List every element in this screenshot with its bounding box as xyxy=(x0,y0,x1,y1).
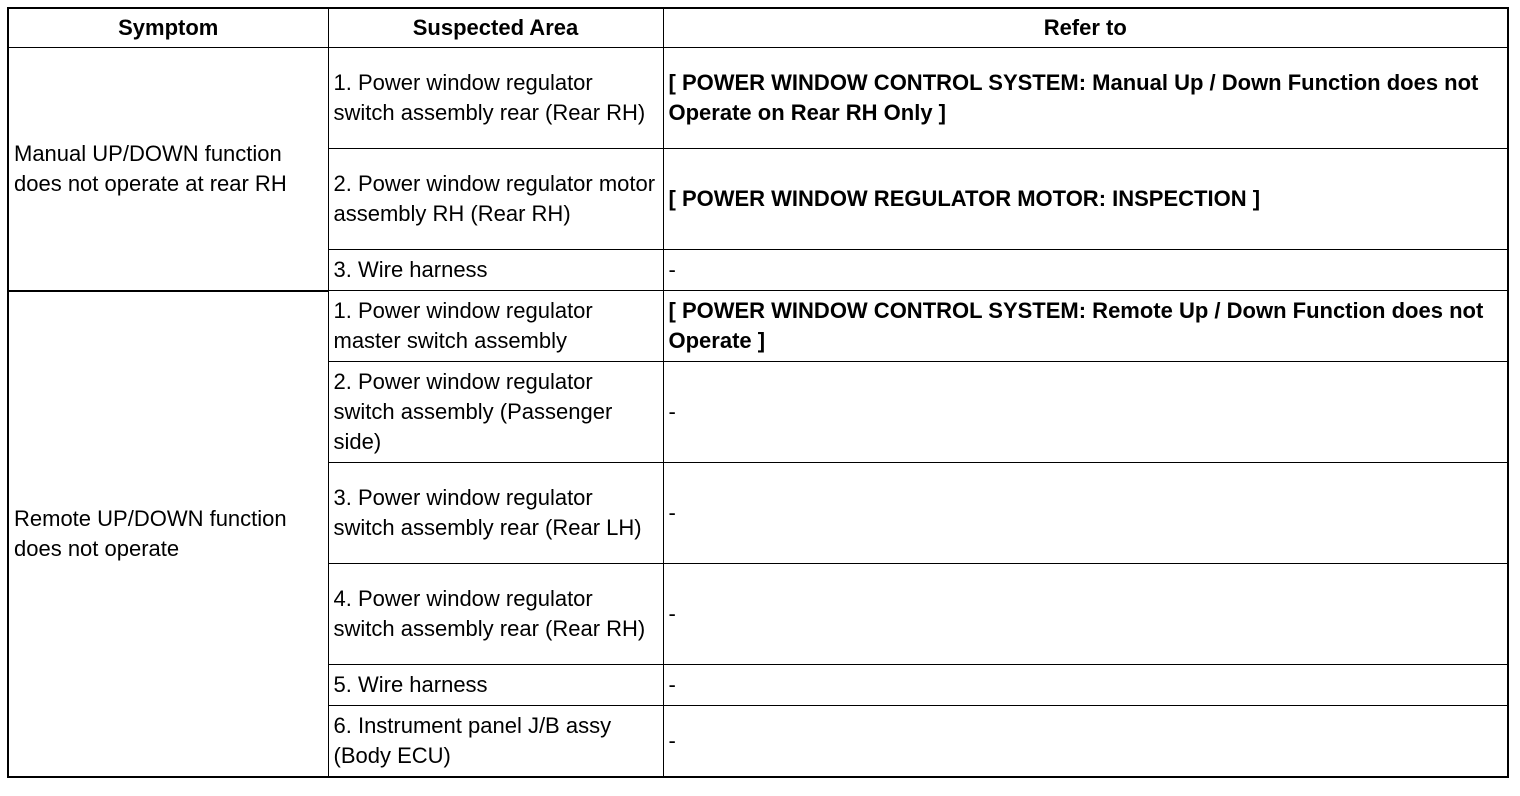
header-symptom: Symptom xyxy=(8,8,328,48)
header-row xyxy=(8,8,1508,48)
suspected-area-cell: 1. Power window regulator switch assembly rear (Rear RH) xyxy=(328,48,663,149)
refer-to-cell: - xyxy=(663,250,1508,291)
refer-to-cell: - xyxy=(663,463,1508,564)
suspected-area-cell: 6. Instrument panel J/B assy (Body ECU) xyxy=(328,706,663,778)
refer-to-cell: - xyxy=(663,665,1508,706)
header-suspected-area: Suspected Area xyxy=(328,8,663,48)
refer-to-link[interactable]: [ POWER WINDOW CONTROL SYSTEM: Manual Up / Down Function does not Operate on Rear RH Only ] xyxy=(663,48,1508,149)
symptom-cell: Manual UP/DOWN function does not operate at rear RH xyxy=(8,48,328,291)
symptom-cell: Remote UP/DOWN function does not operate xyxy=(8,291,328,778)
refer-to-link[interactable]: [ POWER WINDOW REGULATOR MOTOR: INSPECTION ] xyxy=(663,149,1508,250)
suspected-area-cell: 4. Power window regulator switch assembly rear (Rear RH) xyxy=(328,564,663,665)
suspected-area-cell: 2. Power window regulator switch assembly (Passenger side) xyxy=(328,362,663,463)
suspected-area-cell: 3. Wire harness xyxy=(328,250,663,291)
suspected-area-cell: 3. Power window regulator switch assembly rear (Rear LH) xyxy=(328,463,663,564)
suspected-area-cell: 2. Power window regulator motor assembly RH (Rear RH) xyxy=(328,149,663,250)
suspected-area-cell: 5. Wire harness xyxy=(328,665,663,706)
suspected-area-cell: 1. Power window regulator master switch assembly xyxy=(328,291,663,362)
table-row xyxy=(8,48,1508,149)
refer-to-link[interactable]: [ POWER WINDOW CONTROL SYSTEM: Remote Up / Down Function does not Operate ] xyxy=(663,291,1508,362)
refer-to-cell: - xyxy=(663,564,1508,665)
refer-to-cell: - xyxy=(663,706,1508,778)
refer-to-cell: - xyxy=(663,362,1508,463)
table-row xyxy=(8,291,1508,362)
header-refer-to: Refer to xyxy=(663,8,1508,48)
troubleshooting-table xyxy=(7,7,1509,778)
